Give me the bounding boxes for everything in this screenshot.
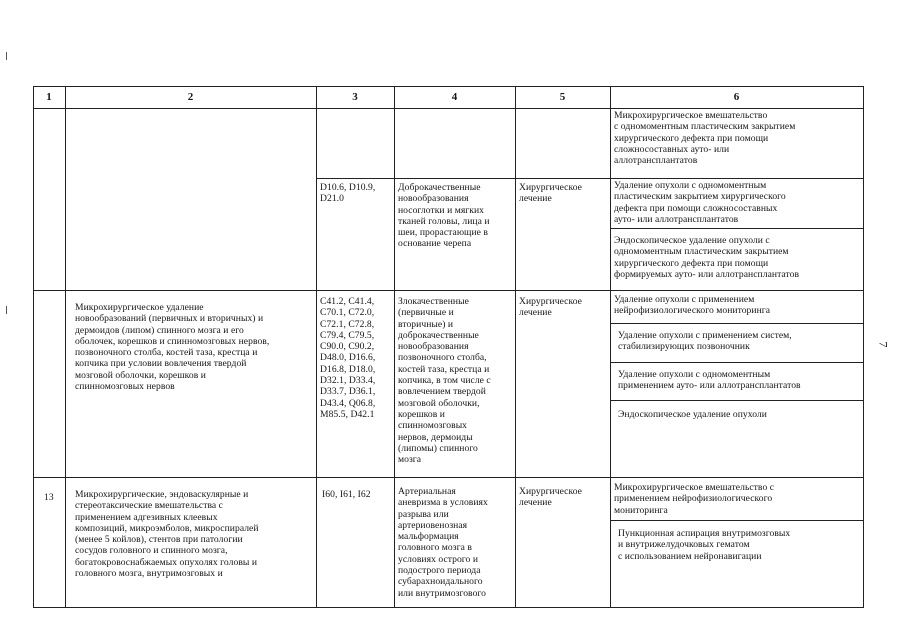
table-border-bottom	[33, 607, 864, 608]
method-cell: Удаление опухоли с одномоментным пластическим закрытием хирургического дефекта при помощи сложносоставных ауто- или аллотрансплантатов	[614, 180, 786, 225]
header-col-3: 3	[352, 91, 358, 103]
column-divider	[515, 86, 516, 608]
treatment-type-cell: Хирургическое лечение	[519, 486, 582, 509]
method-cell: Эндоскопическое удаление опухоли	[618, 409, 767, 420]
column-divider	[394, 86, 395, 608]
cell6-divider	[610, 400, 864, 401]
cell6-divider	[610, 228, 864, 229]
method-cell: Микрохирургическое вмешательство с одномоментным пластическим закрытием хирургического дефекта при помощи сложносоставных ауто- или аллотрансплантатов	[614, 110, 796, 167]
column-divider	[65, 86, 66, 608]
header-col-6: 6	[733, 91, 740, 103]
cell6-divider	[610, 520, 864, 521]
diagnosis-cell: Злокачественные (первичные и вторичные) и доброкачественные новообразования позвоночного столба, костей таза, крестца и копчика, в том числе с вовлечением твердой мозговой оболочки, корешков и спинномозговых нервов, дермоиды (липомы) спинного мозга	[398, 296, 491, 466]
margin-mark	[6, 306, 7, 314]
cell6-divider	[610, 362, 864, 363]
care-type-cell: Микрохирургическое удаление новообразований (первичных и вторичных) и дермоидов (липом) спинного мозга и его оболочек, корешков и спинномозговых нервов, позвоночного столба, костей таза, крестца и копчика при условии вовлечения твердой мозговой оболочки, корешков и спинномозговых нервов	[75, 302, 270, 393]
margin-mark	[6, 52, 7, 60]
icd-codes-cell: C41.2, C41.4, C70.1, C72.0, C72.1, C72.8, C79.4, C79.5, C90.0, C90.2, D48.0, D16.6, D16.8, D18.0, D32.1, D33.4, D33.7, D36.1, D43.4, Q06.8, M85.5, D42.1	[320, 296, 376, 420]
header-col-2: 2	[187, 91, 194, 103]
header-col-5: 5	[559, 91, 566, 103]
table-border-left	[33, 86, 34, 608]
header-bottom-line	[33, 108, 864, 109]
treatment-type-cell: Хирургическое лечение	[519, 182, 582, 205]
header-col-1: 1	[46, 91, 52, 103]
table-border-top	[33, 86, 864, 87]
method-cell: Пункционная аспирация внутримозговых и внутрижелудочковых гематом с использованием нейронавигации	[618, 528, 791, 562]
method-cell: Удаление опухоли с одномоментным применением ауто- или аллотрансплантатов	[618, 369, 801, 392]
treatment-type-cell: Хирургическое лечение	[519, 296, 582, 319]
diagnosis-cell: Артериальная аневризма в условиях разрыва или артериовенозная мальформация головного мозга в условиях острого и подострого периода субарахноидального или внутримозгового	[398, 486, 488, 599]
table-border-right	[863, 86, 864, 608]
method-cell: Удаление опухоли с применением нейрофизиологического мониторинга	[614, 294, 771, 317]
row-divider	[316, 178, 864, 179]
row-number-cell: 13	[44, 492, 54, 503]
method-cell: Микрохирургическое вмешательство с применением нейрофизиологического мониторинга	[614, 482, 775, 516]
column-divider	[316, 86, 317, 608]
care-type-cell: Микрохирургические, эндоваскулярные и стереотаксические вмешательства с применением адгезивных клеевых композиций, микроэмболов, микроспиралей (менее 5 койлов), стентов при патологии сосудов головного и спинного мозга, богатокровоснабжаемых опухолях головы и головного мозга, внутримозговых и	[75, 489, 259, 580]
row-divider	[33, 477, 864, 478]
header-col-4: 4	[451, 91, 458, 103]
cell6-divider	[610, 323, 864, 324]
method-cell: Удаление опухоли с применением систем, стабилизирующих позвоночник	[618, 330, 792, 353]
row-divider	[33, 290, 864, 291]
icd-codes-cell: D10.6, D10.9, D21.0	[320, 182, 376, 205]
method-cell: Эндоскопическое удаление опухоли с одномоментным пластическим закрытием хирургического дефекта при помощи формируемых ауто- или аллотрансплантатов	[614, 235, 800, 280]
column-divider	[610, 86, 611, 608]
icd-codes-cell: I60, I61, I62	[322, 489, 371, 500]
diagnosis-cell: Доброкачественные новообразования носоглотки и мягких тканей головы, лица и шеи, прорастающие в основание черепа	[398, 182, 490, 250]
page-number: 7	[876, 341, 891, 348]
